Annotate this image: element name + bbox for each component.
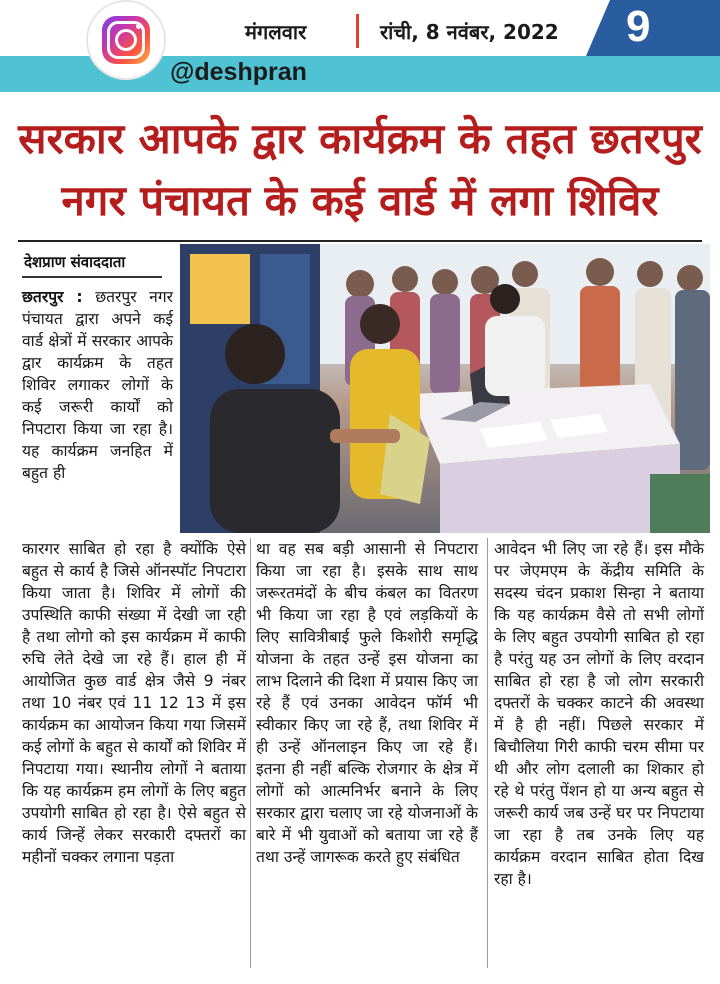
intro-text: छतरपुर नगर पंचायत द्वारा अपने कई वार्ड क्षेत्रों में सरकार आपके द्वार कार्यक्रम के तहत शिविर लगाकर लोगों के कई जरूरी कार्यों को निपटारा किया जा रहा है। यह कार्यक्रम जनहित में बहुत ही (22, 288, 173, 482)
social-handle: @deshpran (170, 58, 307, 86)
article-headline (0, 108, 720, 232)
headline-line-1: सरकार आपके द्वार कार्यक्रम के तहत छतरपुर (18, 114, 702, 163)
byline-rule (22, 276, 162, 278)
logo-badge (86, 0, 166, 80)
article-photo (180, 244, 710, 533)
column-3-text: आवेदन भी लिए जा रहे हैं। इस मौके पर जेएमएम के केंद्रीय समिति के सदस्य चंदन प्रकाश सिन्हा ने बताया कि यह कार्यक्रम वैसे तो सभी लोगों के लिए बहुत उपयोगी साबित हो रहा है परंतु यह उन लोगों के लिए वरदान साबित हो रहा है जो लोग सरकारी दफ्तरों के चक्कर काटने की अवस्था में है ही नहीं। पिछले सरकार में बिचौलिया गिरी काफी चरम सीमा पर थी और लोग दलाली का शिकार हो रहे थे परंतु पेंशन हो या अन्य बहुत से जरूरी कार्य जब उन्हें घर पर निपटाया जा रहा है तब उनके लिए यह कार्यक्रम वरदान साबित होता दिख रहा है। (494, 540, 704, 888)
edition-date: रांची, 8 नवंबर, 2022 (380, 20, 559, 44)
byline: देशप्राण संवाददाता (24, 253, 126, 271)
column-divider-1 (250, 538, 251, 968)
dateline-place: छतरपुर : (22, 288, 83, 306)
column-divider-2 (487, 538, 488, 968)
weekday: मंगलवार (245, 20, 307, 44)
header-separator (356, 14, 359, 48)
body-column-2 (256, 538, 478, 868)
instagram-icon (102, 16, 150, 64)
column-2-text: था वह सब बड़ी आसानी से निपटारा किया जा रहा है। इसके साथ साथ जरूरतमंदों के बीच कंबल का वितरण भी किया जा रहा है एवं लड़कियों के लिए सावित्रीबाई फुले किशोरी समृद्धि योजना के तहत उन्हें इस योजना का लाभ दिलाने की दिशा में प्रयास किए जा रहे हैं एवं उनका आवेदन फॉर्म भी स्वीकार किए जा रहे हैं, तथा शिविर में ही उन्हें ऑनलाइन किए जा रहे हैं। इतना ही नहीं बल्कि रोजगार के क्षेत्र में लोगों को आत्मनिर्भर बनाने के लिए सरकार द्वारा चलाए जा रहे योजनाओं के बारे में भी युवाओं को बताया जा रहे हैं तथा उन्हें जागरूक करते हुए संबंधित (256, 540, 478, 866)
camp-scene-illustration (180, 244, 710, 533)
intro-paragraph (22, 286, 173, 484)
masthead (0, 0, 720, 92)
headline-rule (18, 240, 702, 242)
headline-line-2: नगर पंचायत के कई वार्ड में लगा शिविर (61, 176, 659, 225)
page-number-tab (586, 0, 720, 56)
body-column-1 (22, 538, 246, 868)
body-column-3 (494, 538, 704, 890)
column-1-text: कारगर साबित हो रहा है क्योंकि ऐसे बहुत से कार्य है जिसे ऑनस्पॉट निपटारा किया जाता है। शिविर में लोगों की उपस्थिति काफी संख्या में देखी जा रही है तथा लोगो को इस कार्यक्रम में काफी रुचि लेते देखे जा रहे हैं। हाल ही में आयोजित कुछ वार्ड क्षेत्र जैसे 9 नंबर तथा 10 नंबर एवं 11 12 13 में इस कार्यक्रम का आयोजन किया गया जिसमें कई लोगों के बहुत से कार्यों को शिविर में निपटाया गया। स्थानीय लोगों ने बताया कि यह कार्यक्रम हम लोगों के लिए बहुत उपयोगी साबित हो रहा है। ऐसे बहुत से कार्य जिन्हें लेकर सरकारी दफ्तरों का महीनों चक्कर लगाना पड़ता (22, 540, 246, 866)
page-number: 9 (626, 2, 651, 51)
